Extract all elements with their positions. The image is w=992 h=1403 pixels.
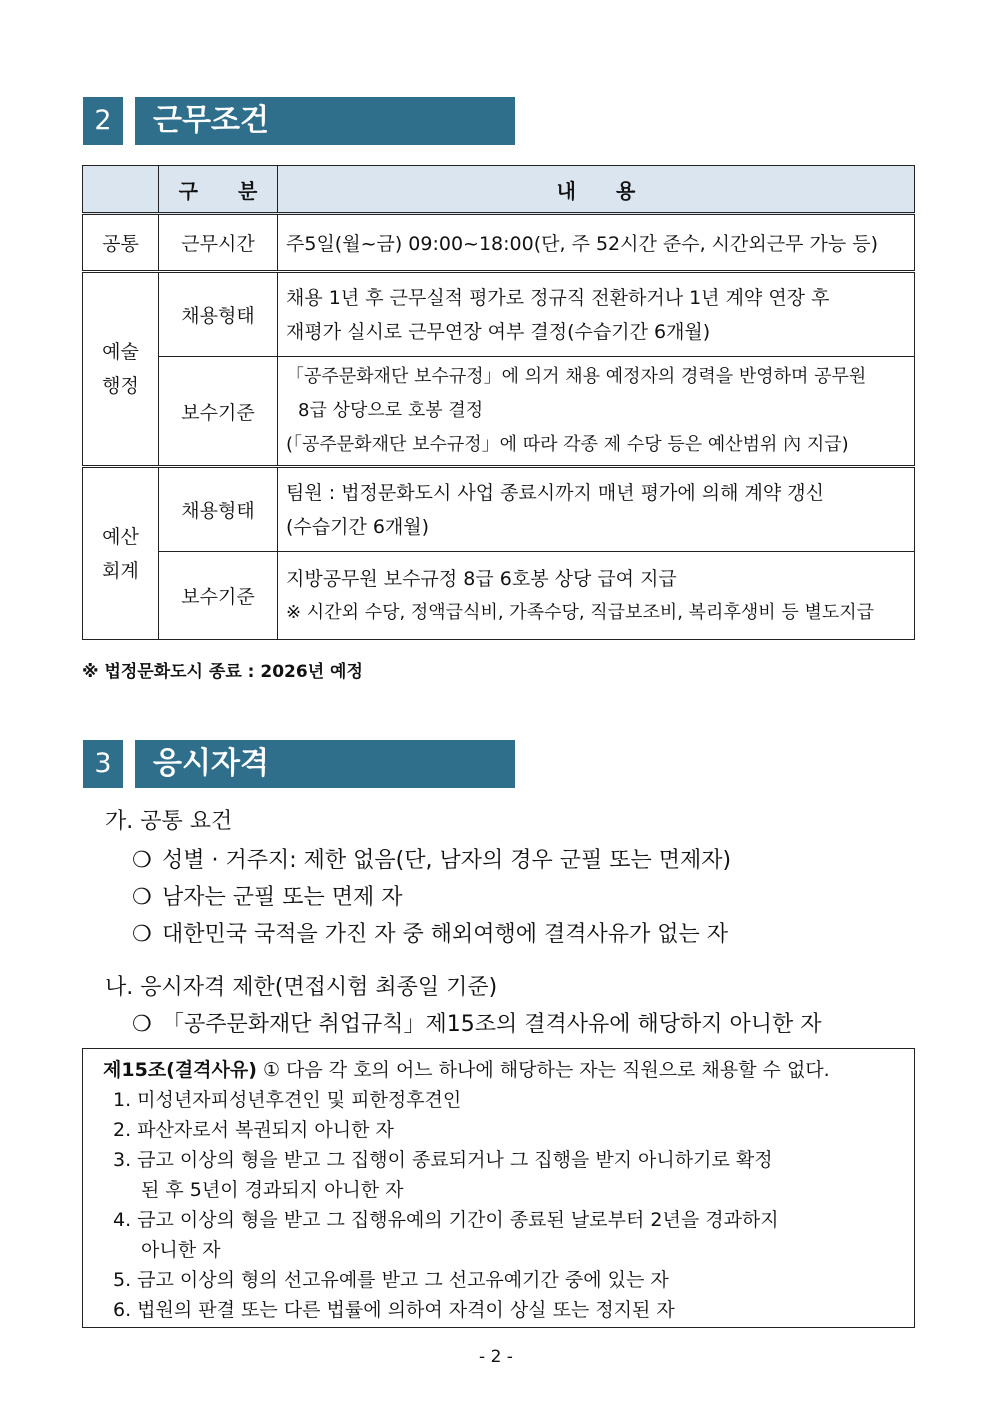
list-item: 3. 금고 이상의 형을 받고 그 집행이 종료되거나 그 집행을 받지 아니하기로 확정	[113, 1149, 773, 1171]
table-header-content: 내 용	[278, 166, 915, 214]
page-number: - 2 -	[479, 1347, 513, 1367]
row-group: 예술 행정	[83, 272, 159, 467]
row-label: 보수기준	[159, 357, 278, 467]
row-content: 채용 1년 후 근무실적 평가로 정규직 전환하거나 1년 계약 연장 후 재평가 실시로 근무연장 여부 결정(수습기간 6개월)	[278, 272, 915, 357]
row-label: 보수기준	[159, 552, 278, 640]
row-content: 주5일(월~금) 09:00~18:00(단, 주 52시간 준수, 시간외근무 가능 등)	[278, 214, 915, 272]
list-item: 4. 금고 이상의 형을 받고 그 집행유예의 기간이 종료된 날로부터 2년을 경과하지	[113, 1209, 779, 1231]
table-row	[83, 214, 915, 272]
row-content: 팀원 : 법정문화도시 사업 종료시까지 매년 평가에 의해 계약 갱신 (수습기간 6개월)	[278, 467, 915, 552]
section-number: 2	[83, 97, 123, 145]
table-row	[83, 357, 915, 467]
footnote: ※ 법정문화도시 종료 : 2026년 예정	[82, 662, 363, 682]
section-title: 근무조건	[135, 97, 515, 145]
section-number: 3	[83, 740, 123, 788]
list-item-continuation: 아니한 자	[141, 1239, 221, 1261]
work-conditions-table	[82, 165, 915, 640]
subheading-restrictions: 나. 응시자격 제한(면접시험 최종일 기준)	[105, 975, 498, 1000]
row-content: 지방공무원 보수규정 8급 6호봉 상당 급여 지급 ※ 시간외 수당, 정액급식비, 가족수당, 직급보조비, 복리후생비 등 별도지급	[278, 552, 915, 640]
list-item: ❍ 대한민국 국적을 가진 자 중 해외여행에 결격사유가 없는 자	[132, 922, 728, 947]
list-item: 5. 금고 이상의 형의 선고유예를 받고 그 선고유예기간 중에 있는 자	[113, 1269, 669, 1291]
table-row	[83, 272, 915, 357]
table-row	[83, 552, 915, 640]
list-item: ❍ 남자는 군필 또는 면제 자	[132, 885, 403, 910]
section-title: 응시자격	[135, 740, 515, 788]
table-row	[83, 467, 915, 552]
row-label: 채용형태	[159, 272, 278, 357]
article-heading: 제15조(결격사유) ① 다음 각 호의 어느 하나에 해당하는 자는 직원으로 채용할 수 없다.	[103, 1059, 830, 1081]
circle-bullet-icon: ❍	[132, 848, 152, 873]
circle-bullet-icon: ❍	[132, 885, 152, 910]
circle-bullet-icon: ❍	[132, 1012, 152, 1037]
row-group: 예산 회계	[83, 467, 159, 640]
list-item: ❍ 성별 · 거주지: 제한 없음(단, 남자의 경우 군필 또는 면제자)	[132, 848, 732, 873]
table-header-category: 구 분	[159, 166, 278, 214]
list-item-continuation: 된 후 5년이 경과되지 아니한 자	[141, 1179, 404, 1201]
list-item: 6. 법원의 판결 또는 다른 법률에 의하여 자격이 상실 또는 정지된 자	[113, 1299, 675, 1321]
article-15-box	[82, 1048, 915, 1328]
row-label: 채용형태	[159, 467, 278, 552]
row-content: 「공주문화재단 보수규정」에 의거 채용 예정자의 경력을 반영하며 공무원 8급 상당으로 호봉 결정 (「공주문화재단 보수규정」에 따라 각종 제 수당 등은 예산범위 內 지급)	[278, 357, 915, 467]
table-header-blank	[83, 166, 159, 214]
row-group: 공통	[83, 214, 159, 272]
list-item: ❍ 「공주문화재단 취업규칙」제15조의 결격사유에 해당하지 아니한 자	[132, 1012, 822, 1037]
row-label: 근무시간	[159, 214, 278, 272]
list-item: 2. 파산자로서 복권되지 아니한 자	[113, 1119, 394, 1141]
list-item: 1. 미성년자피성년후견인 및 피한정후견인	[113, 1089, 462, 1111]
circle-bullet-icon: ❍	[132, 922, 152, 947]
subheading-common-requirements: 가. 공통 요건	[105, 809, 233, 834]
